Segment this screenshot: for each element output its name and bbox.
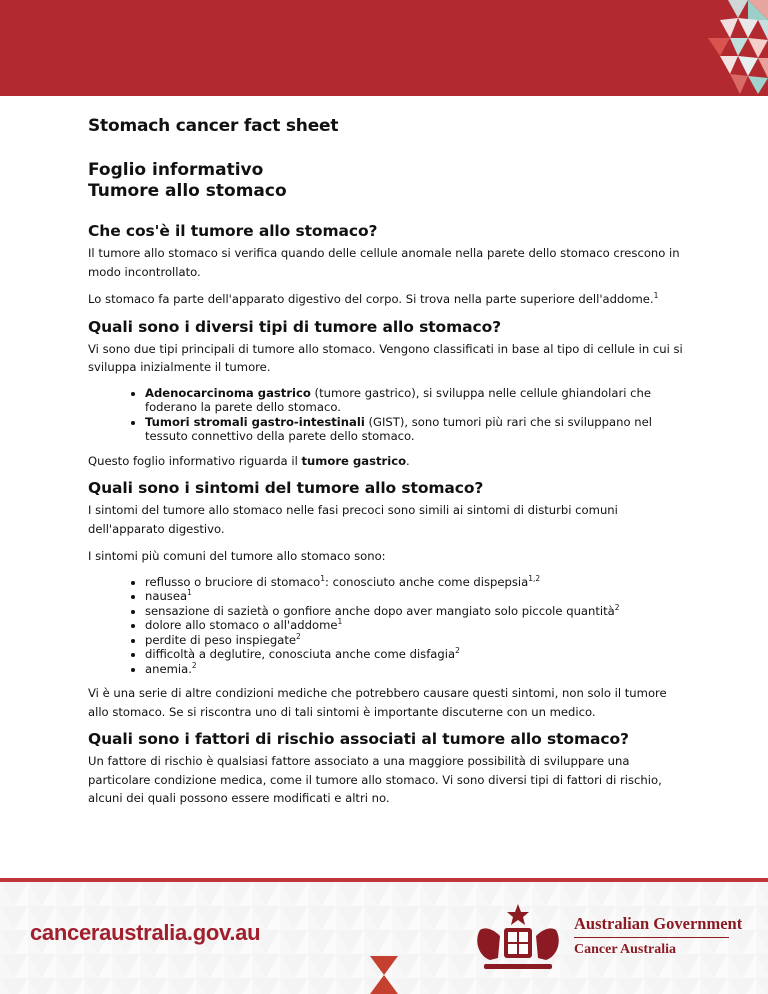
symptoms-list [88, 575, 688, 677]
list-item: • sensazione di sazietà o gonfiore anche dopo aver mangiato solo piccole quantità$^2$ [145, 604, 688, 619]
header-band [0, 0, 768, 96]
section-types [88, 318, 688, 471]
section-risk-factors [88, 730, 688, 808]
cancer-australia-label: Cancer Australia [574, 942, 677, 957]
list-item: • reflusso o bruciore di stomaco$^1$: conosciuto anche come dispepsia$^{1,2}$ [145, 575, 688, 590]
section-symptoms [88, 479, 688, 721]
section-heading: Che cos'è il tumore allo stomaco? [88, 222, 378, 240]
hourglass-logo-icon [370, 956, 398, 994]
section-heading: Quali sono i sintomi del tumore allo stomaco? [88, 479, 484, 497]
paragraph: I sintomi più comuni del tumore allo stomaco sono: [88, 549, 386, 563]
footer-divider [574, 937, 729, 938]
paragraph: Vi sono due tipi principali di tumore allo stomaco. Vengono classificati in base al tipo di cellule in cui si sviluppa inizialmente il tumore. [88, 341, 683, 374]
list-item: • Adenocarcinoma gastrico (tumore gastrico), si sviluppa nelle cellule ghiandolari che foderano la parete dello stomaco. [145, 386, 688, 415]
document-subtitle-line1: Foglio informativo [88, 160, 264, 180]
list-item: • dolore allo stomaco o all'addome$^1$ [145, 618, 688, 633]
section-what-is [88, 222, 688, 309]
list-item: • nausea$^1$ [145, 589, 688, 604]
paragraph: Vi è una serie di altre condizioni mediche che potrebbero causare questi sintomi, non solo il tumore allo stomaco. Se si riscontra uno di tali sintomi è importante discuterne con un medico. [88, 686, 667, 719]
paragraph: Questo foglio informativo riguarda il tumore gastrico. [88, 453, 410, 468]
section-heading: Quali sono i diversi tipi di tumore allo stomaco? [88, 317, 502, 336]
footer-website-link[interactable]: canceraustralia.gov.au [30, 920, 261, 945]
paragraph: Il tumore allo stomaco si verifica quando delle cellule anomale nella parete dello stomaco crescono in modo incontrollato. [88, 246, 680, 279]
triangle-pattern-decoration [658, 0, 768, 96]
paragraph: I sintomi del tumore allo stomaco nelle fasi precoci sono simili ai sintomi di disturbi comuni dell'apparato digestivo. [88, 503, 618, 536]
document-body [88, 116, 688, 817]
document-subtitle-line2: Tumore allo stomaco [88, 181, 287, 201]
list-item: • perdite di peso inspiegate$^2$ [145, 633, 688, 648]
list-item: • anemia.$^2$ [145, 662, 688, 677]
paragraph: Lo stomaco fa parte dell'apparato digestivo del corpo. Si trova nella parte superiore dell'addome.$^1$ [88, 291, 659, 306]
australian-government-label: Australian Government [574, 914, 743, 933]
types-list [88, 386, 688, 444]
section-heading: Quali sono i fattori di rischio associati al tumore allo stomaco? [88, 730, 629, 748]
document-title: Stomach cancer fact sheet [88, 116, 339, 136]
coat-of-arms-icon [470, 900, 566, 980]
paragraph: Un fattore di rischio è qualsiasi fattore associato a una maggiore possibilità di sviluppare una particolare condizione medica, come il tumore allo stomaco. Vi sono diversi tipi di fattori di rischio, alcuni dei quali possono essere modificati e altri no. [88, 754, 662, 805]
list-item: • Tumori stromali gastro-intestinali (GIST), sono tumori più rari che si sviluppano nel tessuto connettivo della parete dello stomaco. [145, 415, 688, 444]
list-item: • difficoltà a deglutire, conosciuta anche come disfagia$^2$ [145, 647, 688, 662]
